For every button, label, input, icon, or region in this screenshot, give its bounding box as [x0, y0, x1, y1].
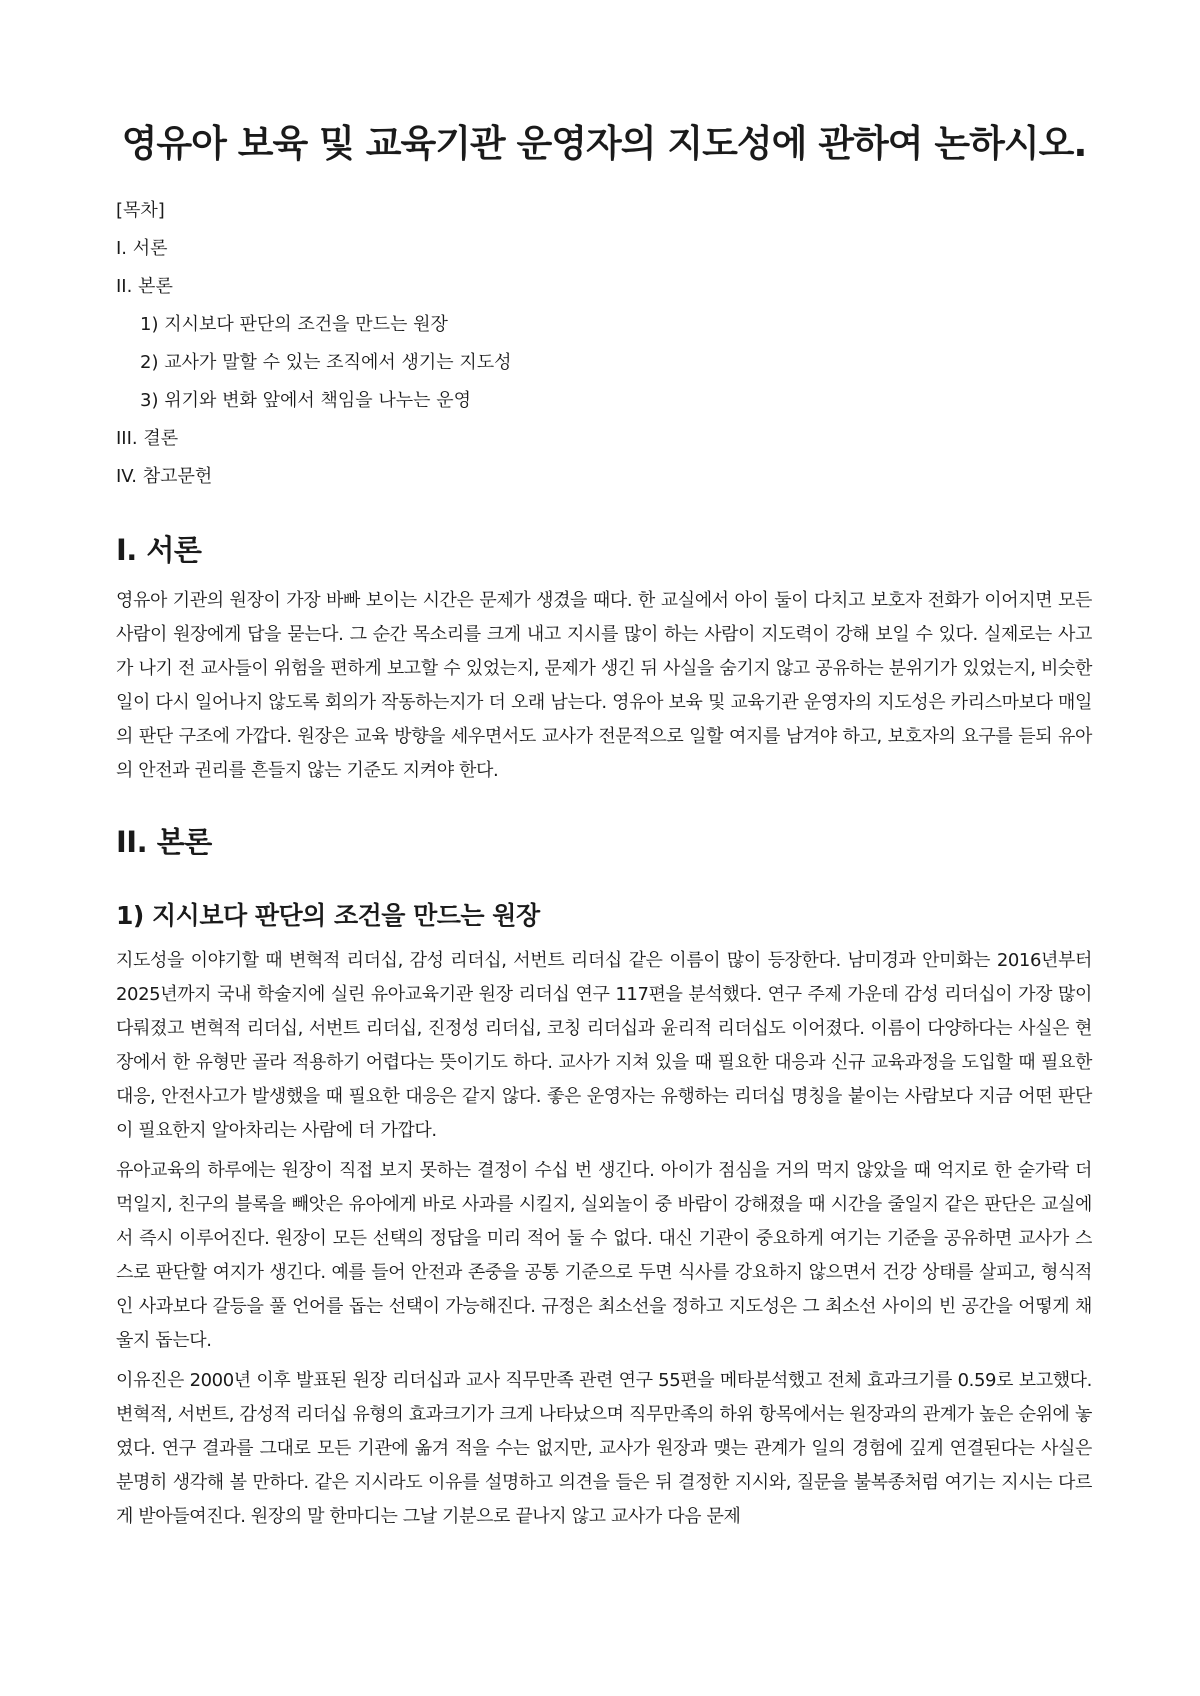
toc-subitem-1: 1) 지시보다 판단의 조건을 만드는 원장 [140, 314, 448, 335]
toc-item-body: II. 본론 [116, 276, 173, 297]
toc-subitem-2: 2) 교사가 말할 수 있는 조직에서 생기는 지도성 [140, 352, 512, 373]
toc-subitem-3: 3) 위기와 변화 앞에서 책임을 나누는 운영 [140, 390, 472, 411]
intro-paragraph: 영유아 기관의 원장이 가장 바빠 보이는 시간은 문제가 생겼을 때다. 한 교실에서 아이 둘이 다치고 보호자 전화가 이어지면 모든 사람이 원장에게 답을 묻는다. 그 순간 목소리를 크게 내고 지시를 많이 하는 사람이 지도력이 강해 보일 수 있다. 실제로는 사고가 나기 전 교사들이 위험을 편하게 보고할 수 있었는지, 문제가 생긴 뒤 사실을 숨기지 않고 공유하는 분위기가 있었는지, 비슷한 일이 다시 일어나지 않도록 회의가 작동하는지가 더 오래 남는다. 영유아 보육 및 교육기관 운영자의 지도성은 카리스마보다 매일의 판단 구조에 가깝다. 원장은 교육 방향을 세우면서도 교사가 전문적으로 일할 여지를 남겨야 하고, 보호자의 요구를 듣되 유아의 안전과 권리를 흔들지 않는 기준도 지켜야 한다. [116, 590, 1092, 781]
table-of-contents [116, 192, 1092, 496]
toc-item-references: IV. 참고문헌 [116, 466, 213, 487]
toc-item-conclusion: III. 결론 [116, 428, 179, 449]
section-1-paragraph-1: 지도성을 이야기할 때 변혁적 리더십, 감성 리더십, 서번트 리더십 같은 이름이 많이 등장한다. 남미경과 안미화는 2016년부터 2025년까지 국내 학술지에 실린 유아교육기관 원장 리더십 연구 117편을 분석했다. 연구 주제 가운데 감성 리더십이 가장 많이 다뤄졌고 변혁적 리더십, 서번트 리더십, 진정성 리더십, 코칭 리더십과 윤리적 리더십도 이어졌다. 이름이 다양하다는 사실은 현장에서 한 유형만 골라 적용하기 어렵다는 뜻이기도 하다. 교사가 지쳐 있을 때 필요한 대응과 신규 교육과정을 도입할 때 필요한 대응, 안전사고가 발생했을 때 필요한 대응은 같지 않다. 좋은 운영자는 유행하는 리더십 명칭을 붙이는 사람보다 지금 어떤 판단이 필요한지 알아차리는 사람에 더 가깝다. [116, 950, 1092, 1141]
section-1-heading: 1) 지시보다 판단의 조건을 만드는 원장 [116, 901, 540, 930]
body-heading: II. 본론 [116, 825, 212, 859]
intro-heading: I. 서론 [116, 533, 202, 567]
section-1-paragraph-3: 이유진은 2000년 이후 발표된 원장 리더십과 교사 직무만족 관련 연구 55편을 메타분석했고 전체 효과크기를 0.59로 보고했다. 변혁적, 서번트, 감성적 리더십 유형의 효과크기가 크게 나타났으며 직무만족의 하위 항목에서는 원장과의 관계가 높은 순위에 놓였다. 연구 결과를 그대로 모든 기관에 옮겨 적을 수는 없지만, 교사가 원장과 맺는 관계가 일의 경험에 깊게 연결된다는 사실은 분명히 생각해 볼 만하다. 같은 지시라도 이유를 설명하고 의견을 들은 뒤 결정한 지시와, 질문을 불복종처럼 여기는 지시는 다르게 받아들여진다. 원장의 말 한마디는 그날 기분으로 끝나지 않고 교사가 다음 문제 [116, 1370, 1092, 1527]
toc-item-intro: I. 서론 [116, 238, 168, 259]
section-1-paragraph-2: 유아교육의 하루에는 원장이 직접 보지 못하는 결정이 수십 번 생긴다. 아이가 점심을 거의 먹지 않았을 때 억지로 한 숟가락 더 먹일지, 친구의 블록을 빼앗은 유아에게 바로 사과를 시킬지, 실외놀이 중 바람이 강해졌을 때 시간을 줄일지 같은 판단은 교실에서 즉시 이루어진다. 원장이 모든 선택의 정답을 미리 적어 둘 수 없다. 대신 기관이 중요하게 여기는 기준을 공유하면 교사가 스스로 판단할 여지가 생긴다. 예를 들어 안전과 존중을 공통 기준으로 두면 식사를 강요하지 않으면서 건강 상태를 살피고, 형식적인 사과보다 갈등을 풀 언어를 돕는 선택이 가능해진다. 규정은 최소선을 정하고 지도성은 그 최소선 사이의 빈 공간을 어떻게 채울지 돕는다. [116, 1160, 1092, 1351]
toc-heading: [목차] [116, 200, 165, 221]
document-page [116, 100, 1092, 1540]
document-title: 영유아 보육 및 교육기관 운영자의 지도성에 관하여 논하시오. [121, 122, 1087, 165]
